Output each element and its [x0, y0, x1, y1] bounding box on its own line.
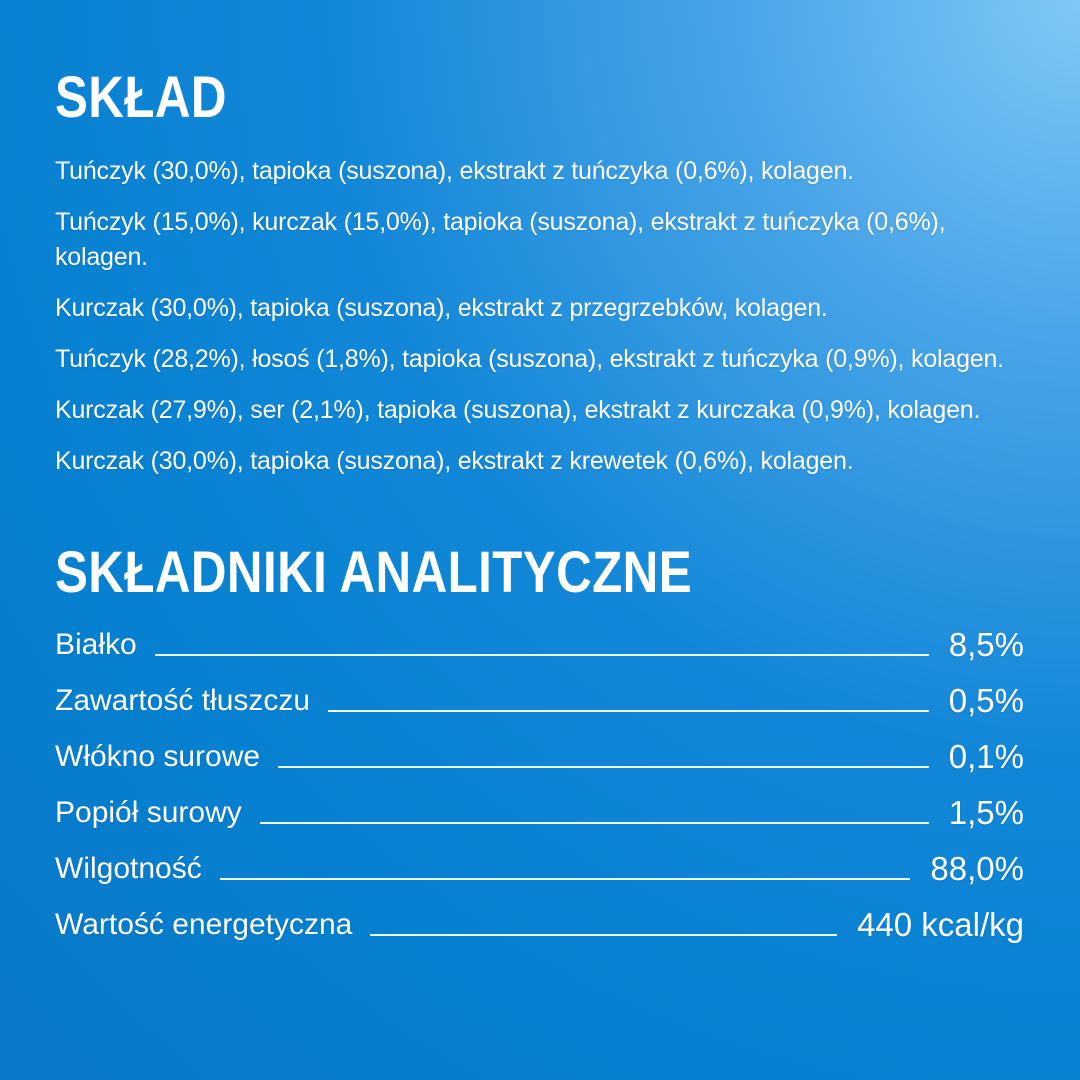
ingredient-line: Kurczak (30,0%), tapioka (suszona), ekstrakt z przegrzebków, kolagen. [55, 294, 828, 322]
leader-line [370, 934, 837, 936]
row-label: Białko [55, 628, 137, 661]
analytical-table [55, 625, 1024, 945]
row-value: 88,0% [930, 850, 1024, 887]
leader-line [278, 766, 929, 768]
row-value: 1,5% [948, 794, 1024, 831]
row-label: Wartość energetyczna [55, 908, 353, 941]
ingredient-line: Kurczak (30,0%), tapioka (suszona), ekstrakt z krewetek (0,6%), kolagen. [55, 447, 854, 475]
leader-line [328, 710, 929, 712]
leader-line [155, 654, 929, 656]
ingredient-line: Kurczak (27,9%), ser (2,1%), tapioka (suszona), ekstrakt z kurczaka (0,9%), kolagen. [55, 396, 981, 424]
analytical-title-text: SKŁADNIKI ANALITYCZNE [55, 540, 693, 605]
ingredient-line: Tuńczyk (28,2%), łosoś (1,8%), tapioka (suszona), ekstrakt z tuńczyka (0,9%), kolagen. [55, 345, 1004, 373]
leader-line [220, 878, 911, 880]
composition-title [55, 66, 1024, 130]
row-value: 8,5% [948, 626, 1024, 663]
row-value: 440 kcal/kg [857, 906, 1024, 943]
analytical-row [55, 681, 1024, 721]
ingredient-line: Tuńczyk (15,0%), kurczak (15,0%), tapioka (suszona), ekstrakt z tuńczyka (0,6%), kolagen. [55, 208, 946, 271]
analytical-row [55, 737, 1024, 777]
composition-title-text: SKŁAD [55, 65, 227, 130]
analytical-row [55, 793, 1024, 833]
row-label: Włókno surowe [55, 740, 261, 773]
row-label: Wilgotność [55, 852, 202, 885]
leader-line [260, 822, 929, 824]
row-value: 0,5% [948, 682, 1024, 719]
row-label: Popiół surowy [55, 796, 242, 829]
ingredient-line: Tuńczyk (30,0%), tapioka (suszona), ekstrakt z tuńczyka (0,6%), kolagen. [55, 157, 854, 185]
analytical-row [55, 849, 1024, 889]
row-value: 0,1% [948, 738, 1024, 775]
ingredients-list [55, 154, 1024, 479]
analytical-title [55, 541, 1024, 605]
analytical-row [55, 625, 1024, 665]
row-label: Zawartość tłuszczu [55, 684, 311, 717]
analytical-row [55, 905, 1024, 945]
